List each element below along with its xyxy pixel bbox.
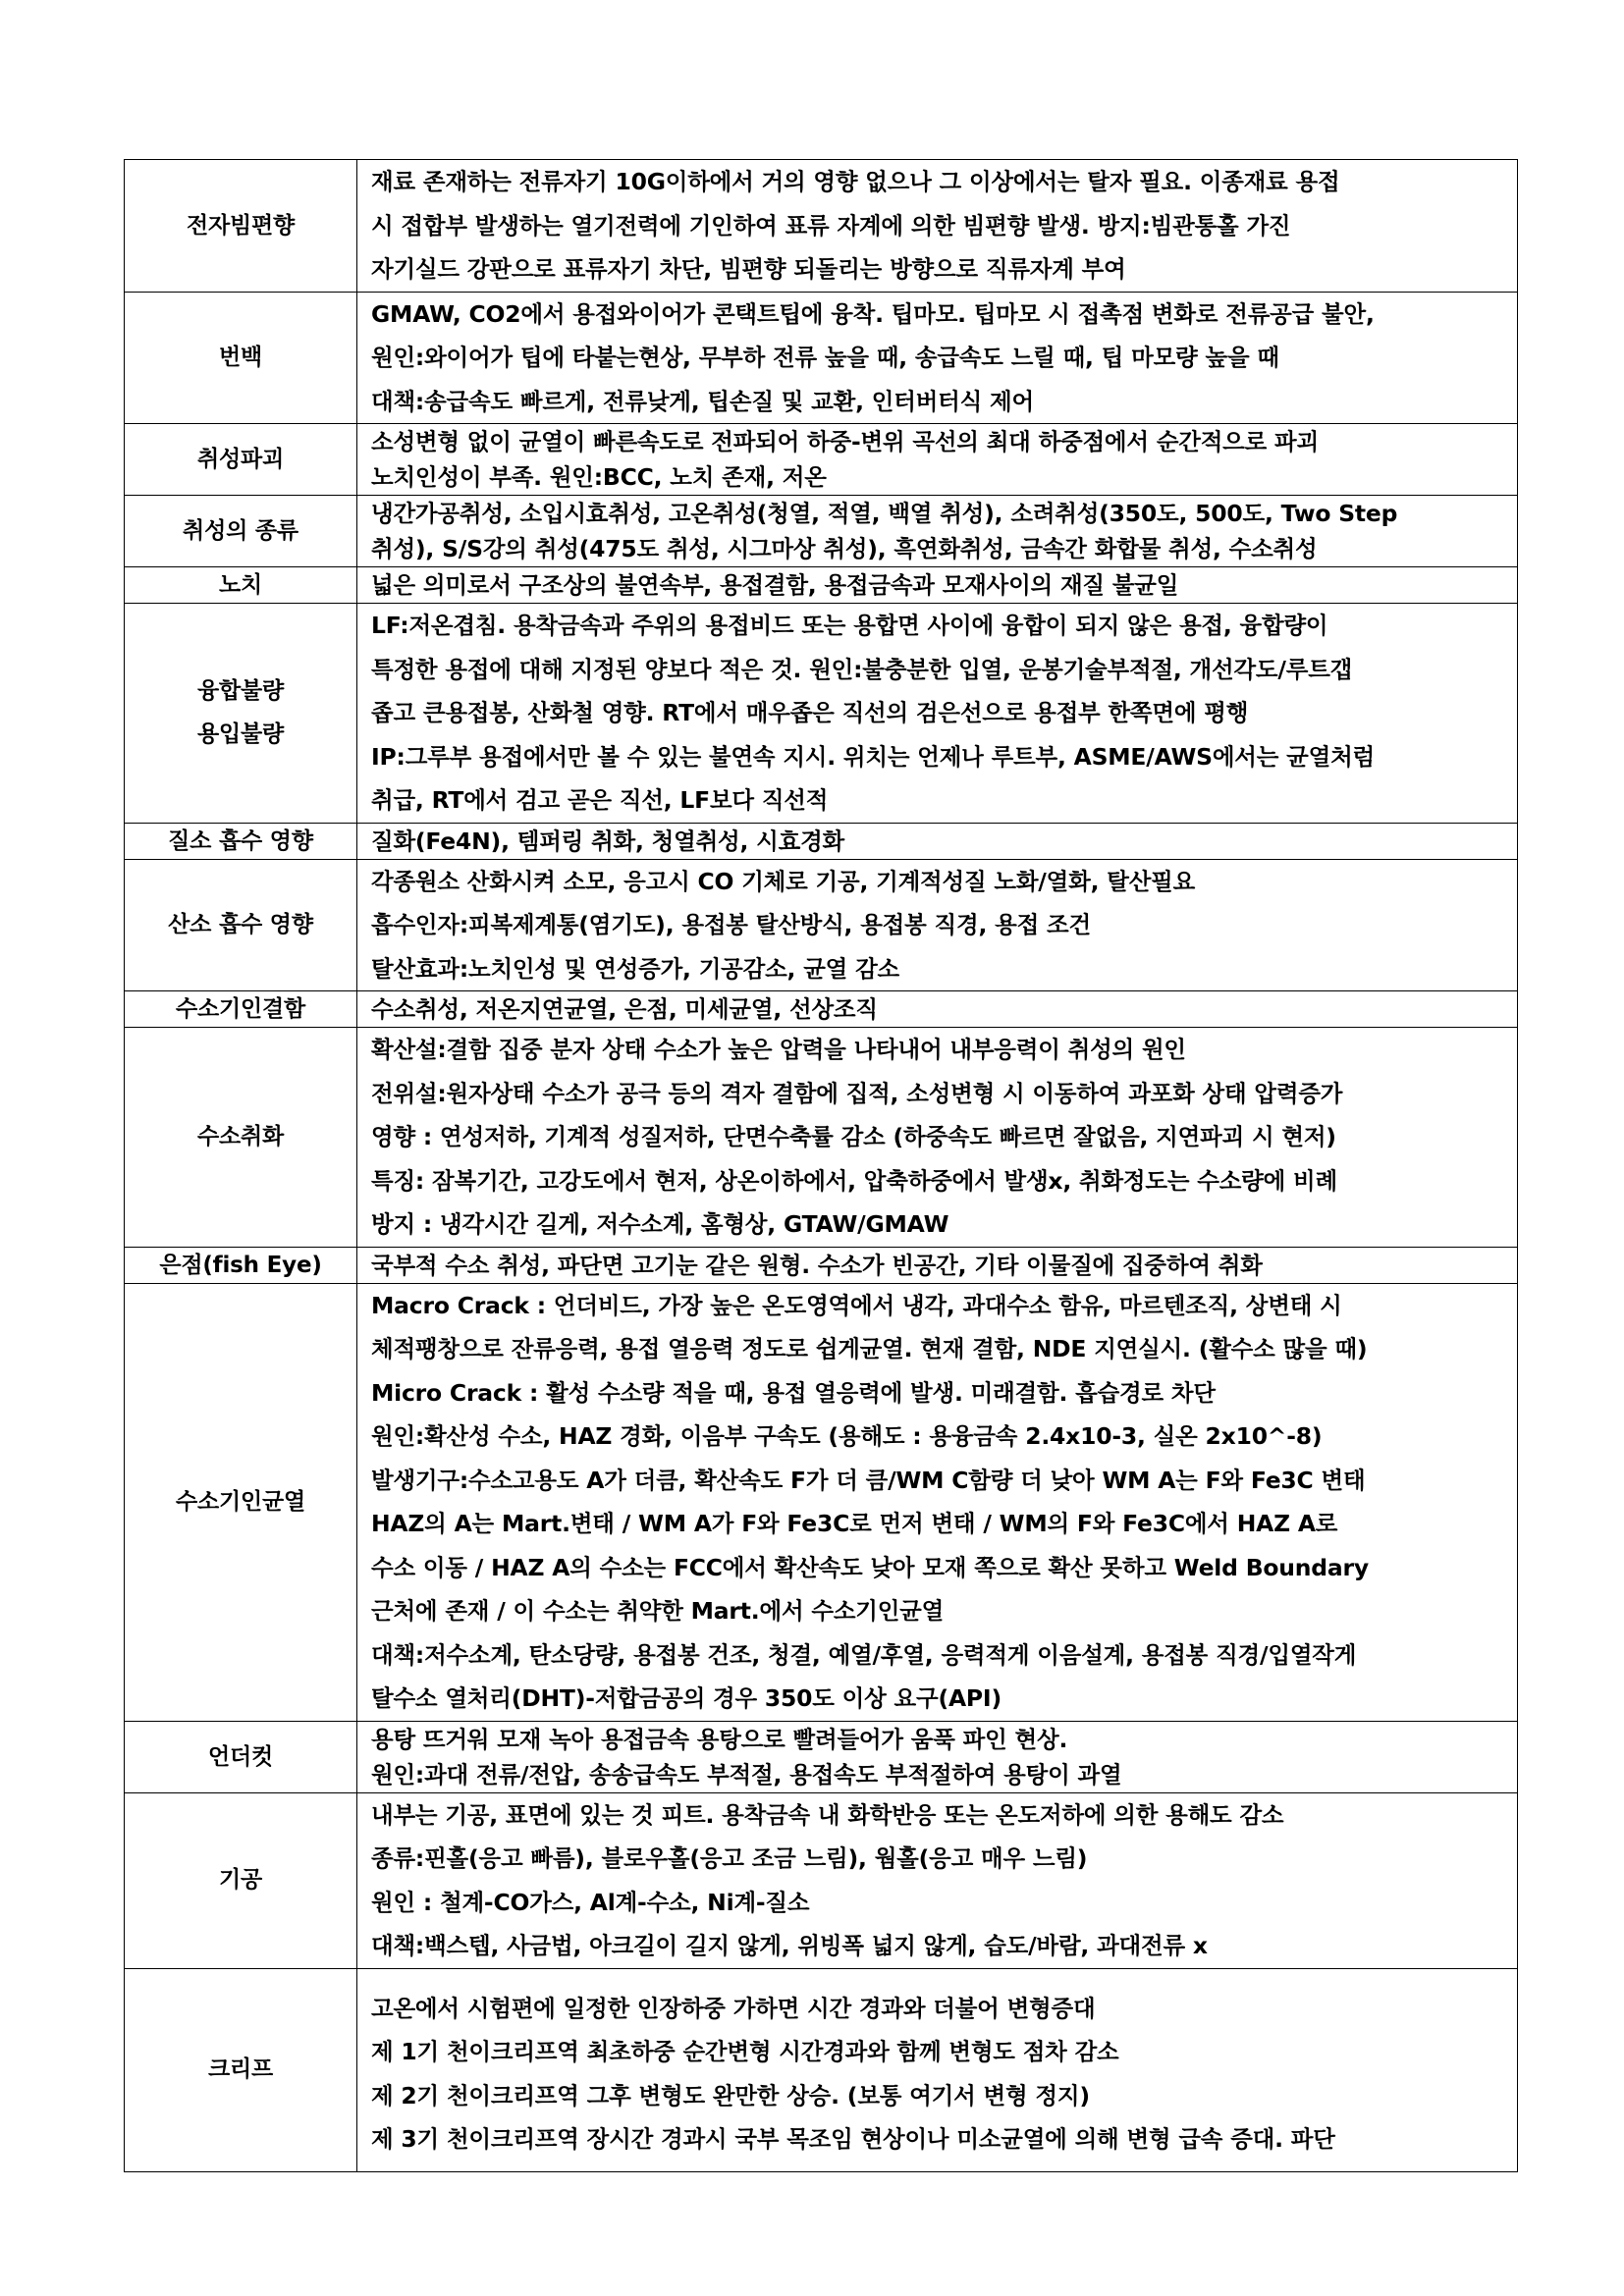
description-line: 원인:과대 전류/전압, 송송급속도 부적절, 용접속도 부적절하여 용탕이 과열	[371, 1760, 1122, 1789]
term-label: 융합불량	[196, 677, 285, 704]
description-line: 고온에서 시험편에 일정한 인장하중 가하면 시간 경과와 더불어 변형증대	[371, 1994, 1096, 2022]
term-label: 취성파괴	[196, 447, 285, 472]
description-line: 제 2기 천이크리프역 그후 변형도 완만한 상승. (보통 여기서 변형 정지)	[371, 2081, 1090, 2109]
description-line: 취급, RT에서 검고 곧은 직선, LF보다 직선적	[371, 786, 829, 814]
table-row	[125, 292, 1518, 424]
description-line: 원인 : 철계-CO가스, Al계-수소, Ni계-질소	[371, 1888, 810, 1916]
table-row	[125, 567, 1518, 604]
description-line: 특징: 잠복기간, 고강도에서 현저, 상온이하에서, 압축하중에서 발생x, 취화정도는 수소량에 비례	[371, 1166, 1337, 1195]
term-cell	[125, 1721, 357, 1792]
description-line: 용탕 뜨거워 모재 녹아 용접금속 용탕으로 빨려들어가 움푹 파인 현상.	[371, 1725, 1068, 1753]
term-cell	[125, 1247, 357, 1283]
term-label: 은점(fish Eye)	[159, 1252, 322, 1278]
term-cell	[125, 1792, 357, 1968]
description-line: 원인:확산성 수소, HAZ 경화, 이음부 구속도 (용해도 : 용융금속 2.4x10-3, 실온 2x10^-8)	[371, 1422, 1323, 1450]
term-cell	[125, 604, 357, 824]
description-line: 체적팽창으로 잔류응력, 용접 열응력 정도로 쉽게균열. 현재 결함, NDE 지연실시. (활수소 많을 때)	[371, 1335, 1368, 1362]
description-line: GMAW, CO2에서 용접와이어가 콘택트팁에 융착. 팁마모. 팁마모 시 접촉점 변화로 전류공급 불안,	[371, 299, 1375, 328]
term-label: 취성의 종류	[183, 518, 298, 544]
description-line: 대책:송급속도 빠르게, 전류낮게, 팁손질 및 교환, 인터버터식 제어	[371, 387, 1034, 415]
description-line: 원인:와이어가 팁에 타붙는현상, 무부하 전류 높을 때, 송급속도 느릴 때, 팁 마모량 높을 때	[371, 344, 1279, 371]
description-line: Macro Crack : 언더비드, 가장 높은 온도영역에서 냉각, 과대수소 함유, 마르텐조직, 상변태 시	[371, 1291, 1342, 1319]
term-cell	[125, 496, 357, 567]
table-row	[125, 496, 1518, 567]
description-line: 질화(Fe4N), 템퍼링 취화, 청열취성, 시효경화	[371, 827, 845, 855]
description-line: HAZ의 A는 Mart.변태 / WM A가 F와 Fe3C로 먼저 변태 / WM의 F와 Fe3C에서 HAZ A로	[371, 1510, 1338, 1537]
table-row	[125, 1247, 1518, 1283]
description-cell	[357, 1247, 1518, 1283]
description-line: 탈수소 열처리(DHT)-저합금공의 경우 350도 이상 요구(API)	[371, 1684, 1001, 1712]
description-line: 국부적 수소 취성, 파단면 고기눈 같은 원형. 수소가 빈공간, 기타 이물질에 집중하여 취화	[371, 1251, 1263, 1279]
description-line: 좁고 큰용접봉, 산화철 영향. RT에서 매우좁은 직선의 검은선으로 용접부 한쪽면에 평행	[371, 699, 1249, 726]
description-line: 흡수인자:피복제계통(염기도), 용접봉 탈산방식, 용접봉 직경, 용접 조건	[371, 911, 1091, 938]
description-line: 자기실드 강판으로 표류자기 차단, 빔편향 되돌리는 방향으로 직류자계 부여	[371, 255, 1126, 283]
term-label: 질소 흡수 영향	[168, 828, 313, 854]
term-label: 용입불량	[196, 721, 285, 748]
description-cell	[357, 496, 1518, 567]
description-cell	[357, 1028, 1518, 1248]
description-line: 근처에 존재 / 이 수소는 취약한 Mart.에서 수소기인균열	[371, 1597, 945, 1625]
term-cell	[125, 567, 357, 604]
description-cell	[357, 604, 1518, 824]
description-line: 특정한 용접에 대해 지정된 양보다 적은 것. 원인:불충분한 입열, 운봉기술부적절, 개선각도/루트갭	[371, 655, 1353, 683]
description-line: 넓은 의미로서 구조상의 불연속부, 용접결함, 용접금속과 모재사이의 재질 불균일	[371, 571, 1179, 599]
table-row	[125, 991, 1518, 1028]
description-line: 전위설:원자상태 수소가 공극 등의 격자 결함에 집적, 소성변형 시 이동하여 과포화 상태 압력증가	[371, 1079, 1343, 1107]
description-cell	[357, 859, 1518, 991]
description-line: 수소 이동 / HAZ A의 수소는 FCC에서 확산속도 낮아 모재 쪽으로 확산 못하고 Weld Boundary	[371, 1553, 1369, 1581]
description-line: 제 3기 천이크리프역 장시간 경과시 국부 목조임 현상이나 미소균열에 의해 변형 급속 증대. 파단	[371, 2125, 1335, 2153]
description-line: 확산설:결함 집중 분자 상태 수소가 높은 압력을 나타내어 내부응력이 취성의 원인	[371, 1036, 1186, 1063]
description-line: 수소취성, 저온지연균열, 은점, 미세균열, 선상조직	[371, 995, 878, 1023]
term-label: 크리프	[207, 2056, 274, 2083]
description-line: 노치인성이 부족. 원인:BCC, 노치 존재, 저온	[371, 463, 827, 491]
term-label: 전자빔편향	[186, 212, 296, 239]
description-line: 냉간가공취성, 소입시효취성, 고온취성(청열, 적열, 백열 취성), 소려취성(350도, 500도, Two Step	[371, 500, 1398, 527]
term-cell	[125, 859, 357, 991]
table-row	[125, 604, 1518, 824]
term-cell	[125, 424, 357, 496]
term-cell	[125, 160, 357, 293]
description-line: 내부는 기공, 표면에 있는 것 피트. 용착금속 내 화학반응 또는 온도저하에 의한 용해도 감소	[371, 1800, 1284, 1829]
term-label: 노치	[218, 572, 263, 598]
table-row	[125, 1028, 1518, 1248]
description-line: 소성변형 없이 균열이 빠른속도로 전파되어 하중-변위 곡선의 최대 하중점에서 순간적으로 파괴	[371, 428, 1319, 455]
table-row	[125, 424, 1518, 496]
description-line: 재료 존재하는 전류자기 10G이하에서 거의 영향 없으나 그 이상에서는 탈자 필요. 이종재료 용접	[371, 168, 1340, 195]
term-label: 산소 흡수 영향	[168, 912, 313, 937]
description-line: 종류:핀홀(응고 빠름), 블로우홀(응고 조금 느림), 웜홀(응고 매우 느림)	[371, 1844, 1088, 1872]
description-line: 영향 : 연성저하, 기계적 성질저하, 단면수축률 감소 (하중속도 빠르면 잘없음, 지연파괴 시 현저)	[371, 1123, 1336, 1150]
description-line: 탈산효과:노치인성 및 연성증가, 기공감소, 균열 감소	[371, 954, 900, 983]
term-label: 수소기인결함	[175, 996, 306, 1022]
table-row	[125, 1968, 1518, 2171]
term-cell	[125, 292, 357, 424]
description-line: Micro Crack : 활성 수소량 적을 때, 용접 열응력에 발생. 미래결함. 흡습경로 차단	[371, 1378, 1216, 1407]
description-line: 대책:백스텝, 사금법, 아크길이 길지 않게, 위빙폭 넓지 않게, 습도/바람, 과대전류 x	[371, 1932, 1208, 1959]
description-line: 시 접합부 발생하는 열기전력에 기인하여 표류 자계에 의한 빔편향 발생. 방지:빔관통홀 가진	[371, 211, 1291, 240]
document-table	[124, 159, 1518, 2172]
description-line: 발생기구:수소고용도 A가 더큼, 확산속도 F가 더 큼/WM C함량 더 낮아 WM A는 F와 Fe3C 변태	[371, 1466, 1366, 1494]
term-cell	[125, 823, 357, 859]
description-line: LF:저온겹침. 용착금속과 주위의 용접비드 또는 용합면 사이에 융합이 되지 않은 용접, 융합량이	[371, 612, 1328, 639]
term-label: 번백	[218, 345, 263, 370]
table-row	[125, 1721, 1518, 1792]
description-line: 방지 : 냉각시간 길게, 저수소계, 홈형상, GTAW/GMAW	[371, 1210, 949, 1238]
description-line: 제 1기 천이크리프역 최초하중 순간변형 시간경과와 함께 변형도 점차 감소	[371, 2038, 1119, 2065]
term-cell	[125, 1968, 357, 2171]
description-cell	[357, 1792, 1518, 1968]
description-line: 취성), S/S강의 취성(475도 취성, 시그마상 취성), 흑연화취성, 금속간 화합물 취성, 수소취성	[371, 535, 1318, 562]
description-cell	[357, 823, 1518, 859]
table-row	[125, 1283, 1518, 1721]
description-line: IP:그루부 용접에서만 볼 수 있는 불연속 지시. 위치는 언제나 루트부, ASME/AWS에서는 균열처럼	[371, 742, 1376, 771]
table-row	[125, 1792, 1518, 1968]
description-cell	[357, 292, 1518, 424]
term-label: 언더컷	[207, 1743, 274, 1770]
table-row	[125, 823, 1518, 859]
description-line: 대책:저수소계, 탄소당량, 용접봉 건조, 청결, 예열/후열, 응력적게 이음설계, 용접봉 직경/입열작게	[371, 1640, 1357, 1669]
description-cell	[357, 1968, 1518, 2171]
table-body	[125, 160, 1518, 2172]
description-cell	[357, 160, 1518, 293]
term-cell	[125, 991, 357, 1028]
description-cell	[357, 991, 1518, 1028]
term-label: 기공	[218, 1867, 263, 1894]
table-row	[125, 160, 1518, 293]
description-line: 각종원소 산화시켜 소모, 응고시 CO 기체로 기공, 기계적성질 노화/열화, 탈산필요	[371, 867, 1196, 895]
table-row	[125, 859, 1518, 991]
term-label: 수소취화	[196, 1124, 285, 1149]
description-cell	[357, 424, 1518, 496]
description-cell	[357, 567, 1518, 604]
term-label: 수소기인균열	[175, 1488, 306, 1515]
description-cell	[357, 1721, 1518, 1792]
description-cell	[357, 1283, 1518, 1721]
term-cell	[125, 1283, 357, 1721]
term-cell	[125, 1028, 357, 1248]
